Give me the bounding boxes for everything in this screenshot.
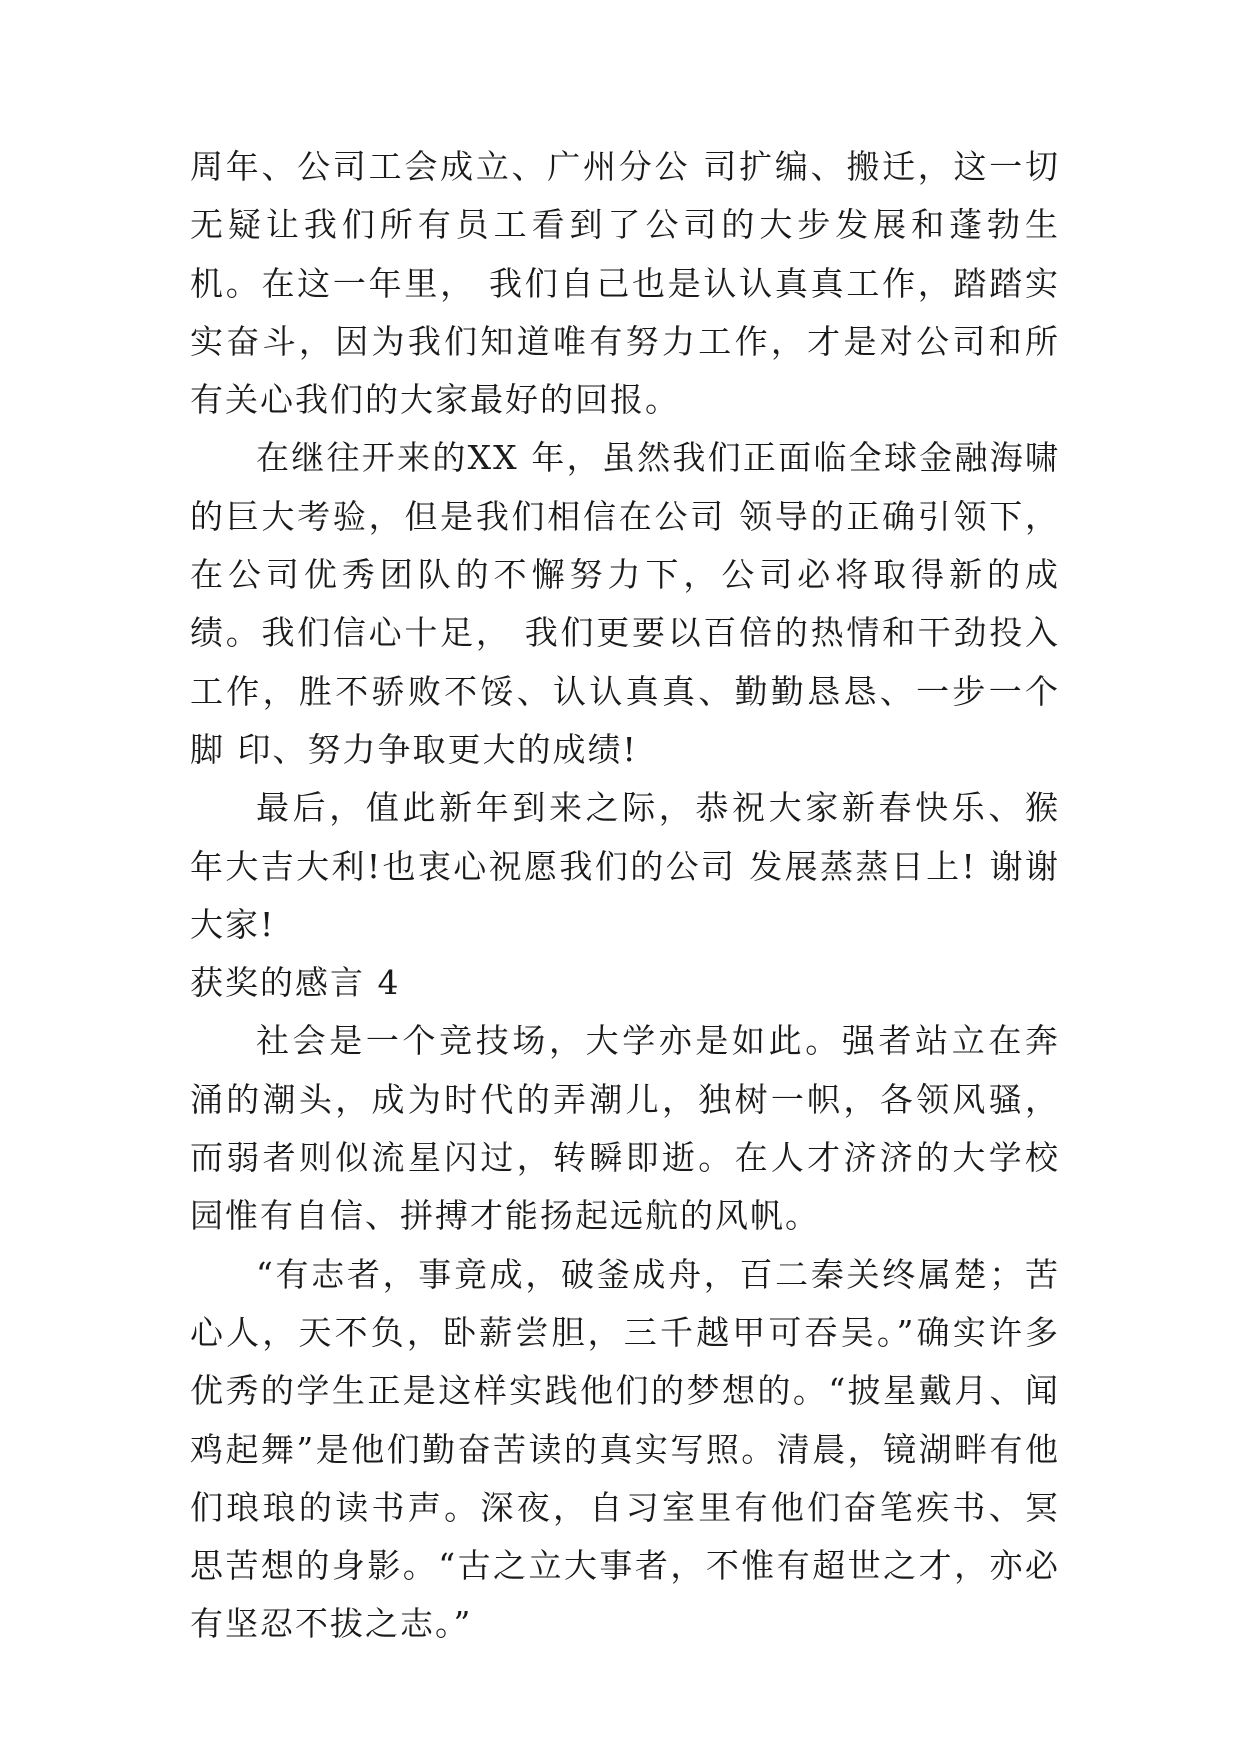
section-heading: 获奖的感言 4: [190, 963, 401, 1003]
paragraph-3: 最后，值此新年到来之际，恭祝大家新春快乐、猴年大吉大利!也衷心祝愿我们的公司 发展蒸蒸日上! 谢谢大家!: [190, 788, 1060, 944]
paragraph-4: 社会是一个竞技场，大学亦是如此。强者站立在奔涌的潮头，成为时代的弄潮儿，独树一帜，各领风骚，而弱者则似流星闪过，转瞬即逝。在人才济济的大学校园惟有自信、拼搏才能扬起远航的风帆。: [190, 1021, 1060, 1236]
paragraph-2: 在继往开来的XX 年，虽然我们正面临全球金融海啸的巨大考验，但是我们相信在公司 领导的正确引领下，在公司优秀团队的不懈努力下，公司必将取得新的成绩。我们信心十足， 我们更要以百倍的热情和干劲投入工作，胜不骄败不馁、认认真真、勤勤恳恳、一步一个脚 印、努力争取更大的成绩!: [190, 438, 1060, 769]
document-page: [190, 138, 1060, 1654]
paragraph-5: “有志者，事竟成，破釜成舟，百二秦关终属楚；苦心人，天不负，卧薪尝胆，三千越甲可吞吴。”确实许多优秀的学生正是这样实践他们的梦想的。“披星戴月、闻鸡起舞”是他们勤奋苦读的真实写照。清晨，镜湖畔有他们琅琅的读书声。深夜，自习室里有他们奋笔疾书、冥思苦想的身影。“古之立大事者，不惟有超世之才，亦必有坚忍不拔之志。”: [190, 1254, 1060, 1644]
paragraph-1: 周年、公司工会成立、广州分公 司扩编、搬迁，这一切无疑让我们所有员工看到了公司的大步发展和蓬勃生机。在这一年里， 我们自己也是认认真真工作，踏踏实实奋斗，因为我们知道唯有努力工作，才是对公司和所 有关心我们的大家最好的回报。: [190, 147, 1060, 420]
